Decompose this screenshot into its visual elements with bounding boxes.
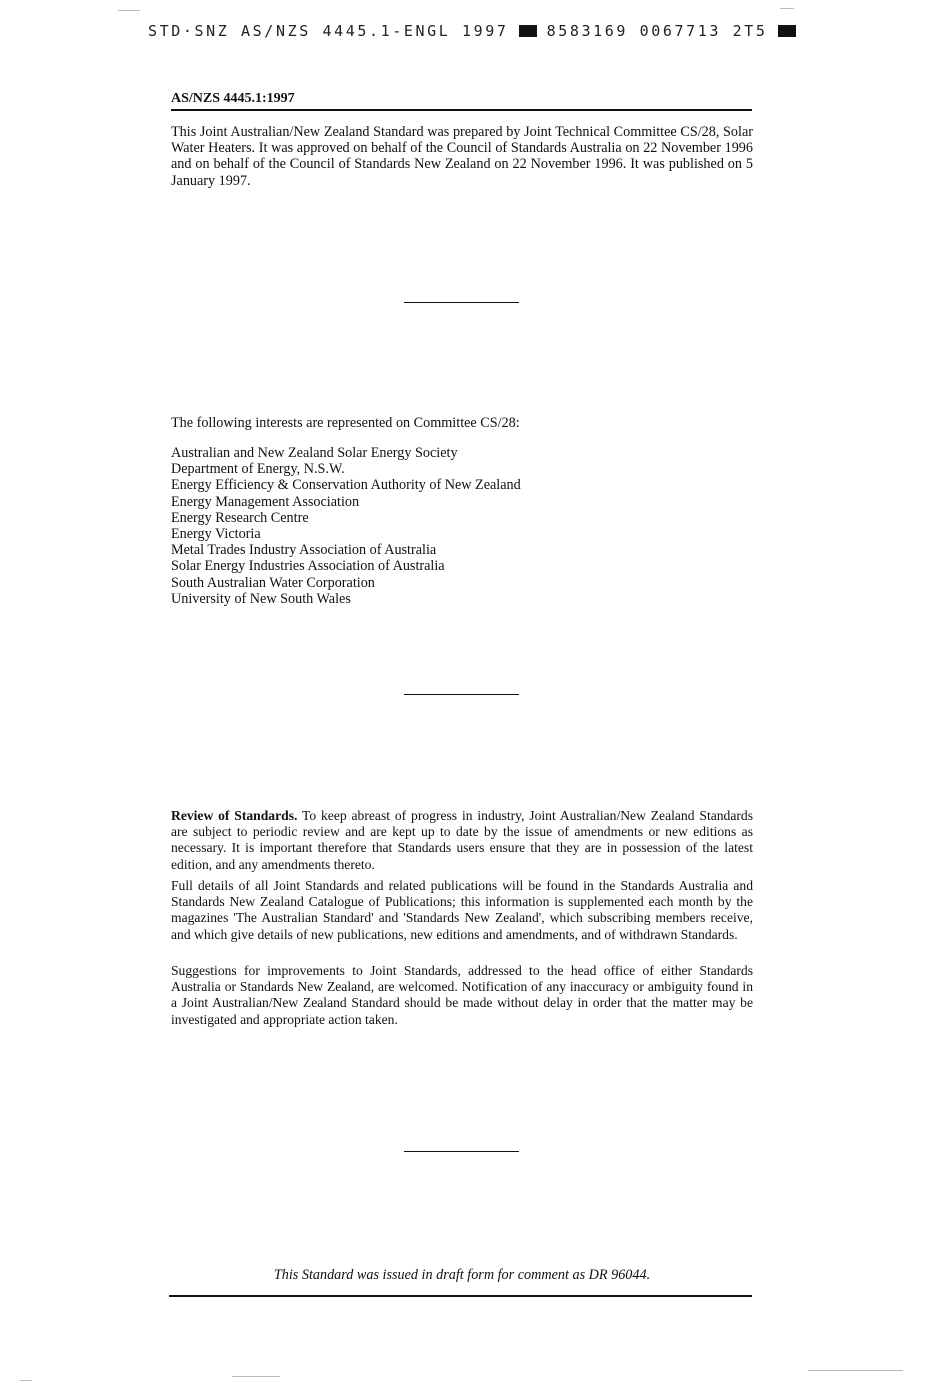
- scan-artifact: [20, 1380, 32, 1381]
- list-item: Energy Management Association: [171, 493, 360, 510]
- scan-artifact: [780, 8, 794, 9]
- scan-artifact: [808, 1370, 903, 1371]
- scan-artifact: [232, 1376, 280, 1377]
- black-bar-mark: [519, 25, 537, 37]
- section-separator: [404, 694, 519, 695]
- list-item: Solar Energy Industries Association of Australia: [171, 558, 445, 575]
- list-item: Energy Efficiency & Conservation Authority of New Zealand: [171, 477, 521, 494]
- list-item: University of New South Wales: [171, 590, 351, 607]
- tracking-code-b: 8583169 0067713 2T5: [546, 22, 768, 40]
- review-title: Review of Standards.: [171, 808, 298, 823]
- intro-paragraph: This Joint Australian/New Zealand Standard was prepared by Joint Technical Committee CS/28, Solar Water Heaters. It was approved on behalf of the Council of Standards Australia on 22 November 1996 and on behalf of the Council of Standards New Zealand on 22 November 1996. It was published on 5 January 1997.: [171, 124, 753, 189]
- tracking-header: [148, 22, 818, 40]
- review-text: To keep abreast of progress in industry, Joint Australian/New Zealand Standards are subject to periodic review and are kept up to date by the issue of amendments or new editions as necessary. It is important therefore that Standards users ensure that they are in possession of the latest edition, and any amendments thereto.: [171, 808, 753, 872]
- suggestions-paragraph: Suggestions for improvements to Joint Standards, addressed to the head office of either Standards Australia or Standards New Zealand, are welcomed. Notification of any inaccuracy or ambiguity found in a Joint Australian/New Zealand Standard should be made without delay in order that the matter may be investigated and appropriate action taken.: [171, 963, 753, 1027]
- header-rule: [171, 109, 752, 111]
- section-separator: [404, 302, 519, 303]
- draft-note: This Standard was issued in draft form for comment as DR 96044.: [273, 1267, 651, 1283]
- document-id: AS/NZS 4445.1:1997: [171, 91, 295, 106]
- list-item: Energy Victoria: [171, 526, 261, 543]
- catalogue-paragraph: Full details of all Joint Standards and related publications will be found in the Standards Australia and Standards New Zealand Catalogue of Publications; this information is supplemented each month by the magazines 'The Australian Standard' and 'Standards New Zealand', which subscribing members receive, and which give details of new publications, new editions and amendments, and of withdrawn Standards.: [171, 878, 753, 942]
- list-item: Department of Energy, N.S.W.: [171, 461, 345, 478]
- interests-heading: The following interests are represented on Committee CS/28:: [171, 415, 520, 431]
- list-item: Energy Research Centre: [171, 509, 309, 526]
- scan-artifact: [118, 10, 140, 11]
- black-bar-mark: [778, 25, 796, 37]
- list-item: Metal Trades Industry Association of Australia: [171, 542, 437, 559]
- list-item: South Australian Water Corporation: [171, 574, 375, 591]
- section-separator: [404, 1151, 519, 1152]
- list-item: Australian and New Zealand Solar Energy Society: [171, 445, 458, 461]
- review-paragraph: [171, 808, 753, 873]
- interests-list: [171, 445, 521, 607]
- footer-rule: [169, 1295, 752, 1297]
- tracking-code-a: STD·SNZ AS/NZS 4445.1-ENGL 1997: [148, 22, 509, 40]
